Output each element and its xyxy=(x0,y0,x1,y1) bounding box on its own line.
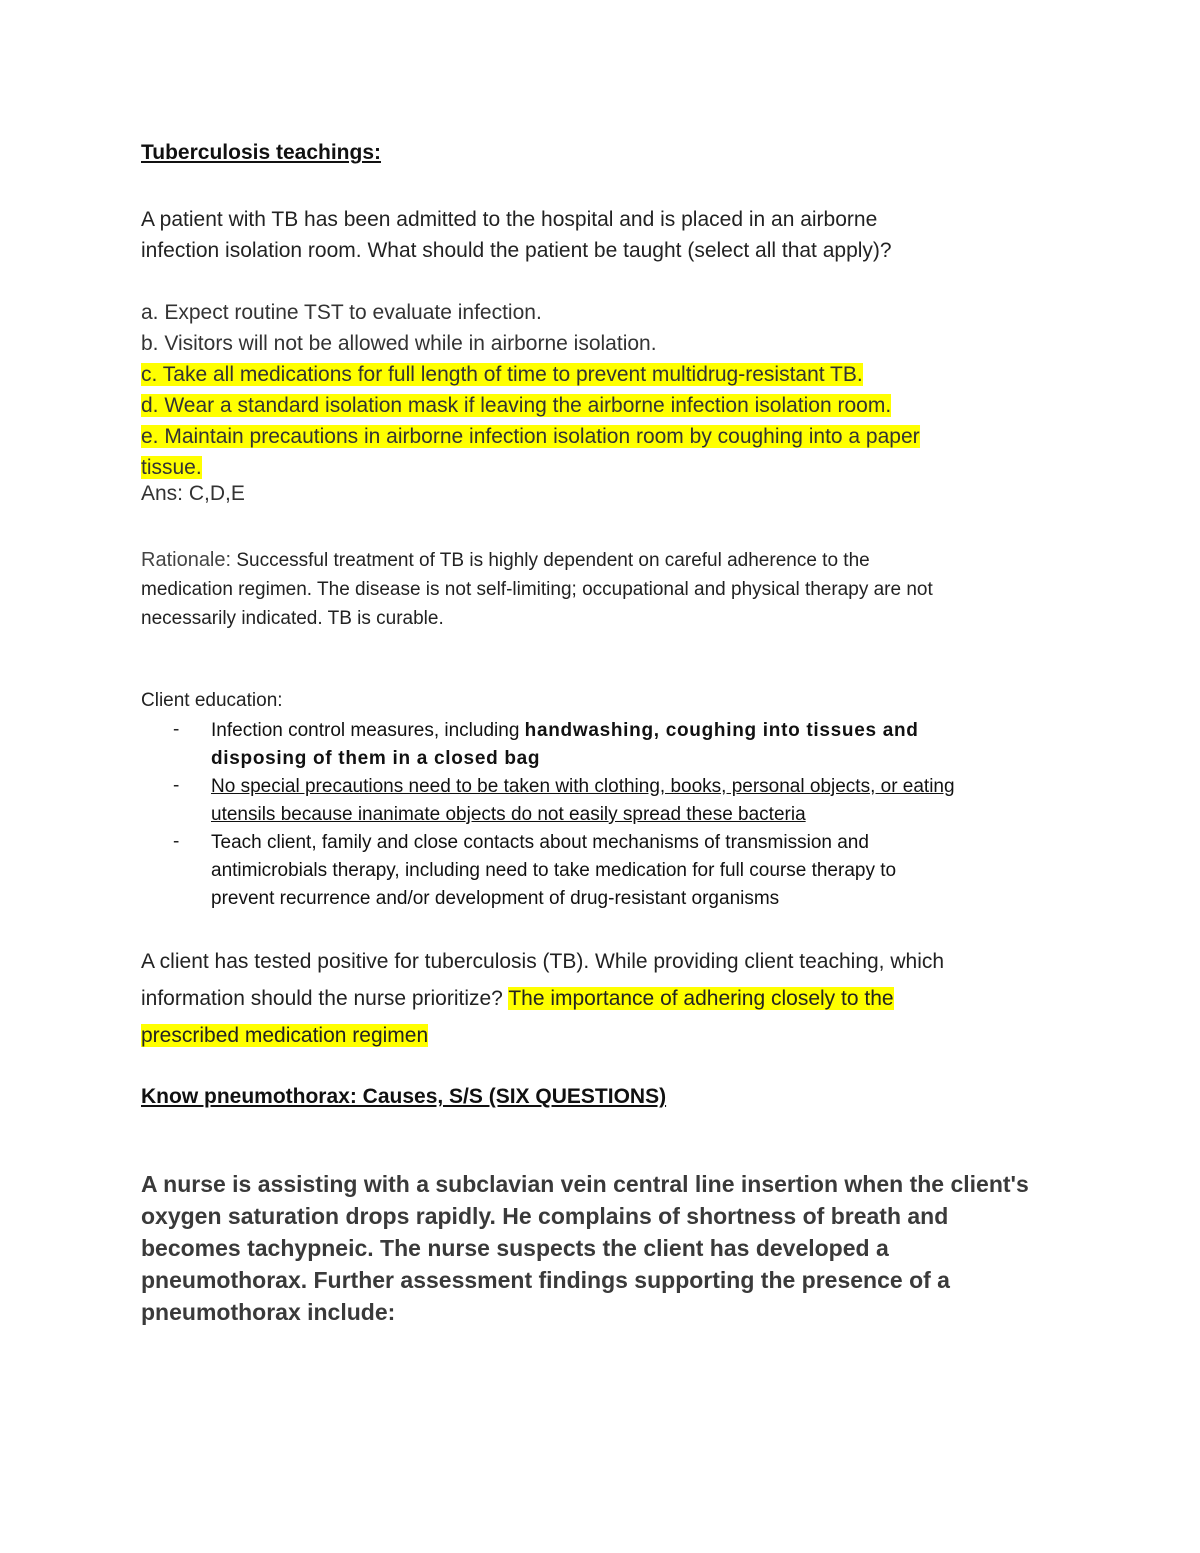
item-1-prefix: Infection control measures, including xyxy=(211,720,525,741)
question-1-line-2: infection isolation room. What should the patient be taught (select all that apply)? xyxy=(141,239,892,262)
item-1-bold-2: disposing of them in a closed bag xyxy=(211,748,541,769)
question-2-answer-part-1: The importance of adhering closely to the xyxy=(508,987,894,1010)
question-2-text xyxy=(141,943,944,1054)
option-d xyxy=(141,390,891,421)
item-1-line-1 xyxy=(211,717,919,745)
question-1-line-1: A patient with TB has been admitted to the hospital and is placed in an airborne xyxy=(141,208,878,231)
option-b: b. Visitors will not be allowed while in airborne isolation. xyxy=(141,332,657,355)
section-heading-pneumothorax: Know pneumothorax: Causes, S/S (SIX QUESTIONS) xyxy=(141,1085,667,1108)
rationale-line-2: medication regimen. The disease is not self-limiting; occupational and physical therapy are not xyxy=(141,579,933,600)
item-3-line-1: Teach client, family and close contacts about mechanisms of transmission and xyxy=(211,832,869,853)
question-3-line-5: pneumothorax include: xyxy=(141,1299,396,1325)
option-e-continued xyxy=(141,452,202,483)
question-3-text xyxy=(141,1168,1029,1328)
option-c-highlight: c. Take all medications for full length of time to prevent multidrug-resistant TB. xyxy=(141,363,863,386)
question-2-prompt: information should the nurse prioritize? xyxy=(141,987,509,1010)
option-c xyxy=(141,359,863,390)
client-education-item-3 xyxy=(211,829,896,913)
bullet-marker-1: - xyxy=(173,719,180,740)
answer-text: Ans: C,D,E xyxy=(141,482,245,505)
question-3-line-4: pneumothorax. Further assessment findings supporting the presence of a xyxy=(141,1267,950,1293)
question-3-line-1: A nurse is assisting with a subclavian vein central line insertion when the client's xyxy=(141,1171,1029,1197)
item-3-line-2: antimicrobials therapy, including need to take medication for full course therapy to xyxy=(211,860,897,881)
option-e xyxy=(141,421,920,452)
rationale-text-1: Successful treatment of TB is highly dependent on careful adherence to the xyxy=(231,550,870,571)
question-2-line-3 xyxy=(141,1017,944,1054)
item-2-line-1: No special precautions need to be taken with clothing, books, personal objects, or eating xyxy=(211,776,955,797)
rationale-line-1 xyxy=(141,546,933,575)
rationale-block xyxy=(141,546,933,633)
question-1-text xyxy=(141,204,892,266)
option-e-highlight-line-1: e. Maintain precautions in airborne infection isolation room by coughing into a paper xyxy=(141,425,920,448)
option-e-highlight-line-2: tissue. xyxy=(141,456,202,479)
question-2-line-2 xyxy=(141,980,944,1017)
item-3-line-3: prevent recurrence and/or development of drug-resistant organisms xyxy=(211,888,780,909)
question-3-line-2: oxygen saturation drops rapidly. He complains of shortness of breath and xyxy=(141,1203,949,1229)
client-education-label: Client education: xyxy=(141,690,283,711)
item-2-line-2: utensils because inanimate objects do not easily spread these bacteria xyxy=(211,804,806,825)
bullet-marker-3: - xyxy=(173,831,180,852)
item-1-bold-1: handwashing, coughing into tissues and xyxy=(524,720,919,741)
question-2-line-1: A client has tested positive for tuberculosis (TB). While providing client teaching, which xyxy=(141,950,945,973)
rationale-line-3: necessarily indicated. TB is curable. xyxy=(141,608,444,629)
section-heading-tuberculosis: Tuberculosis teachings: xyxy=(141,141,381,164)
question-3-line-3: becomes tachypneic. The nurse suspects the client has developed a xyxy=(141,1235,889,1261)
option-d-highlight: d. Wear a standard isolation mask if leaving the airborne infection isolation room. xyxy=(141,394,892,417)
client-education-item-1 xyxy=(211,717,919,773)
client-education-item-2 xyxy=(211,773,955,829)
option-a: a. Expect routine TST to evaluate infection. xyxy=(141,301,542,324)
bullet-marker-2: - xyxy=(173,775,180,796)
question-2-answer-part-2: prescribed medication regimen xyxy=(141,1024,429,1047)
rationale-label: Rationale: xyxy=(141,549,232,571)
